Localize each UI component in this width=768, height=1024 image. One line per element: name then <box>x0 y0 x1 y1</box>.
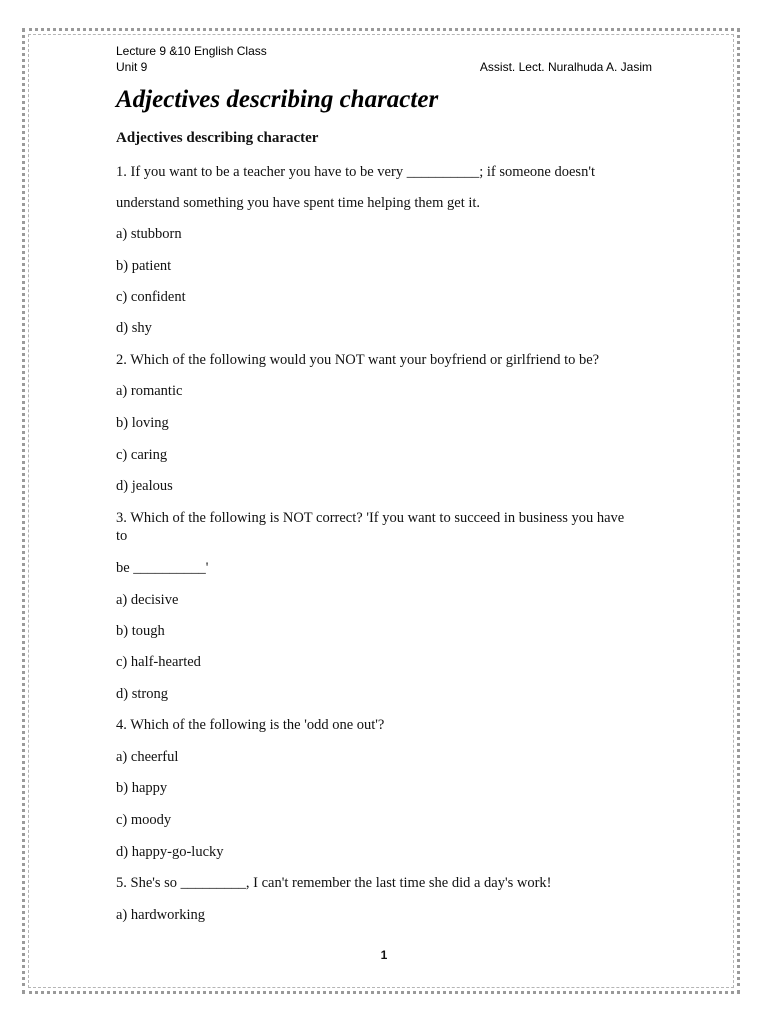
answer-option: d) jealous <box>116 478 173 494</box>
text-line: 1. If you want to be a teacher you have to be very __________; if someone doesn't <box>116 164 595 180</box>
unit-label: Unit 9 <box>116 60 148 74</box>
author-label: Assist. Lect. Nuralhuda A. Jasim <box>479 60 652 74</box>
answer-option: d) happy-go-lucky <box>116 844 224 860</box>
answer-option: a) hardworking <box>116 907 205 923</box>
answer-option: c) moody <box>116 812 172 828</box>
answer-option: a) romantic <box>116 383 183 399</box>
question-text: 4. Which of the following is the 'odd one out'? <box>116 717 385 733</box>
answer-option: a) stubborn <box>116 226 182 242</box>
page-number: 1 <box>380 948 388 962</box>
answer-option: d) strong <box>116 686 168 702</box>
lecture-label: Lecture 9 &10 English Class <box>116 44 267 58</box>
answer-option: c) confident <box>116 289 186 305</box>
answer-option: b) happy <box>116 780 168 796</box>
answer-option: b) loving <box>116 415 169 431</box>
question-text: 5. She's so _________, I can't remember the last time she did a day's work! <box>116 875 552 891</box>
answer-option: a) decisive <box>116 592 179 608</box>
section-heading: Adjectives describing character <box>116 130 319 146</box>
answer-option: b) patient <box>116 258 172 274</box>
question-text: 2. Which of the following would you NOT want your boyfriend or girlfriend to be? <box>116 352 600 368</box>
text-line: understand something you have spent time helping them get it. <box>116 195 481 211</box>
answer-option: c) caring <box>116 447 168 463</box>
text-line: be __________' <box>116 560 209 576</box>
answer-option: b) tough <box>116 623 165 639</box>
answer-option: d) shy <box>116 320 152 336</box>
page-title: Adjectives describing character <box>116 86 439 113</box>
answer-option: a) cheerful <box>116 749 179 765</box>
document-header <box>116 43 652 75</box>
question-text: 3. Which of the following is NOT correct? 'If you want to succeed in business you have to <box>116 510 625 544</box>
answer-option: c) half-hearted <box>116 654 201 670</box>
